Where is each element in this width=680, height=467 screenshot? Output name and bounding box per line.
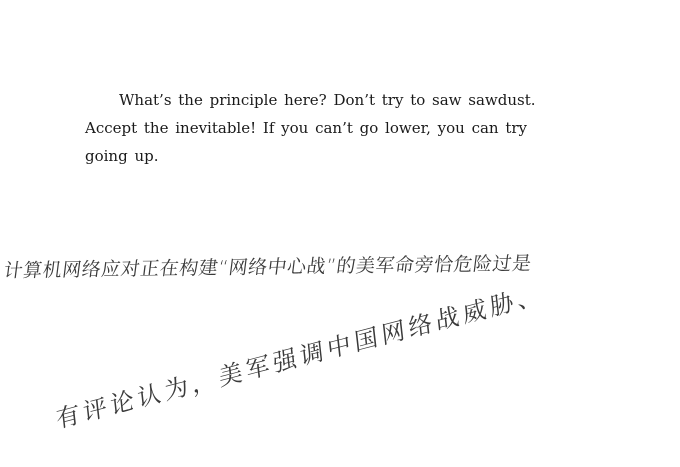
handwritten-line-2: 有评论认为，美军强调中国网络战威胁、	[54, 279, 546, 435]
printed-line-1: What’s the principle here? Don’t try to saw sawdust.	[119, 91, 536, 109]
handwritten-line-1: 计算机网络应对正在构建“网络中心战”的美军命旁恰危险过是	[2, 252, 533, 283]
printed-line-3: going up.	[85, 147, 159, 165]
printed-line-2: Accept the inevitable! If you can’t go lower, you can try	[85, 119, 528, 137]
printed-passage	[85, 86, 605, 170]
